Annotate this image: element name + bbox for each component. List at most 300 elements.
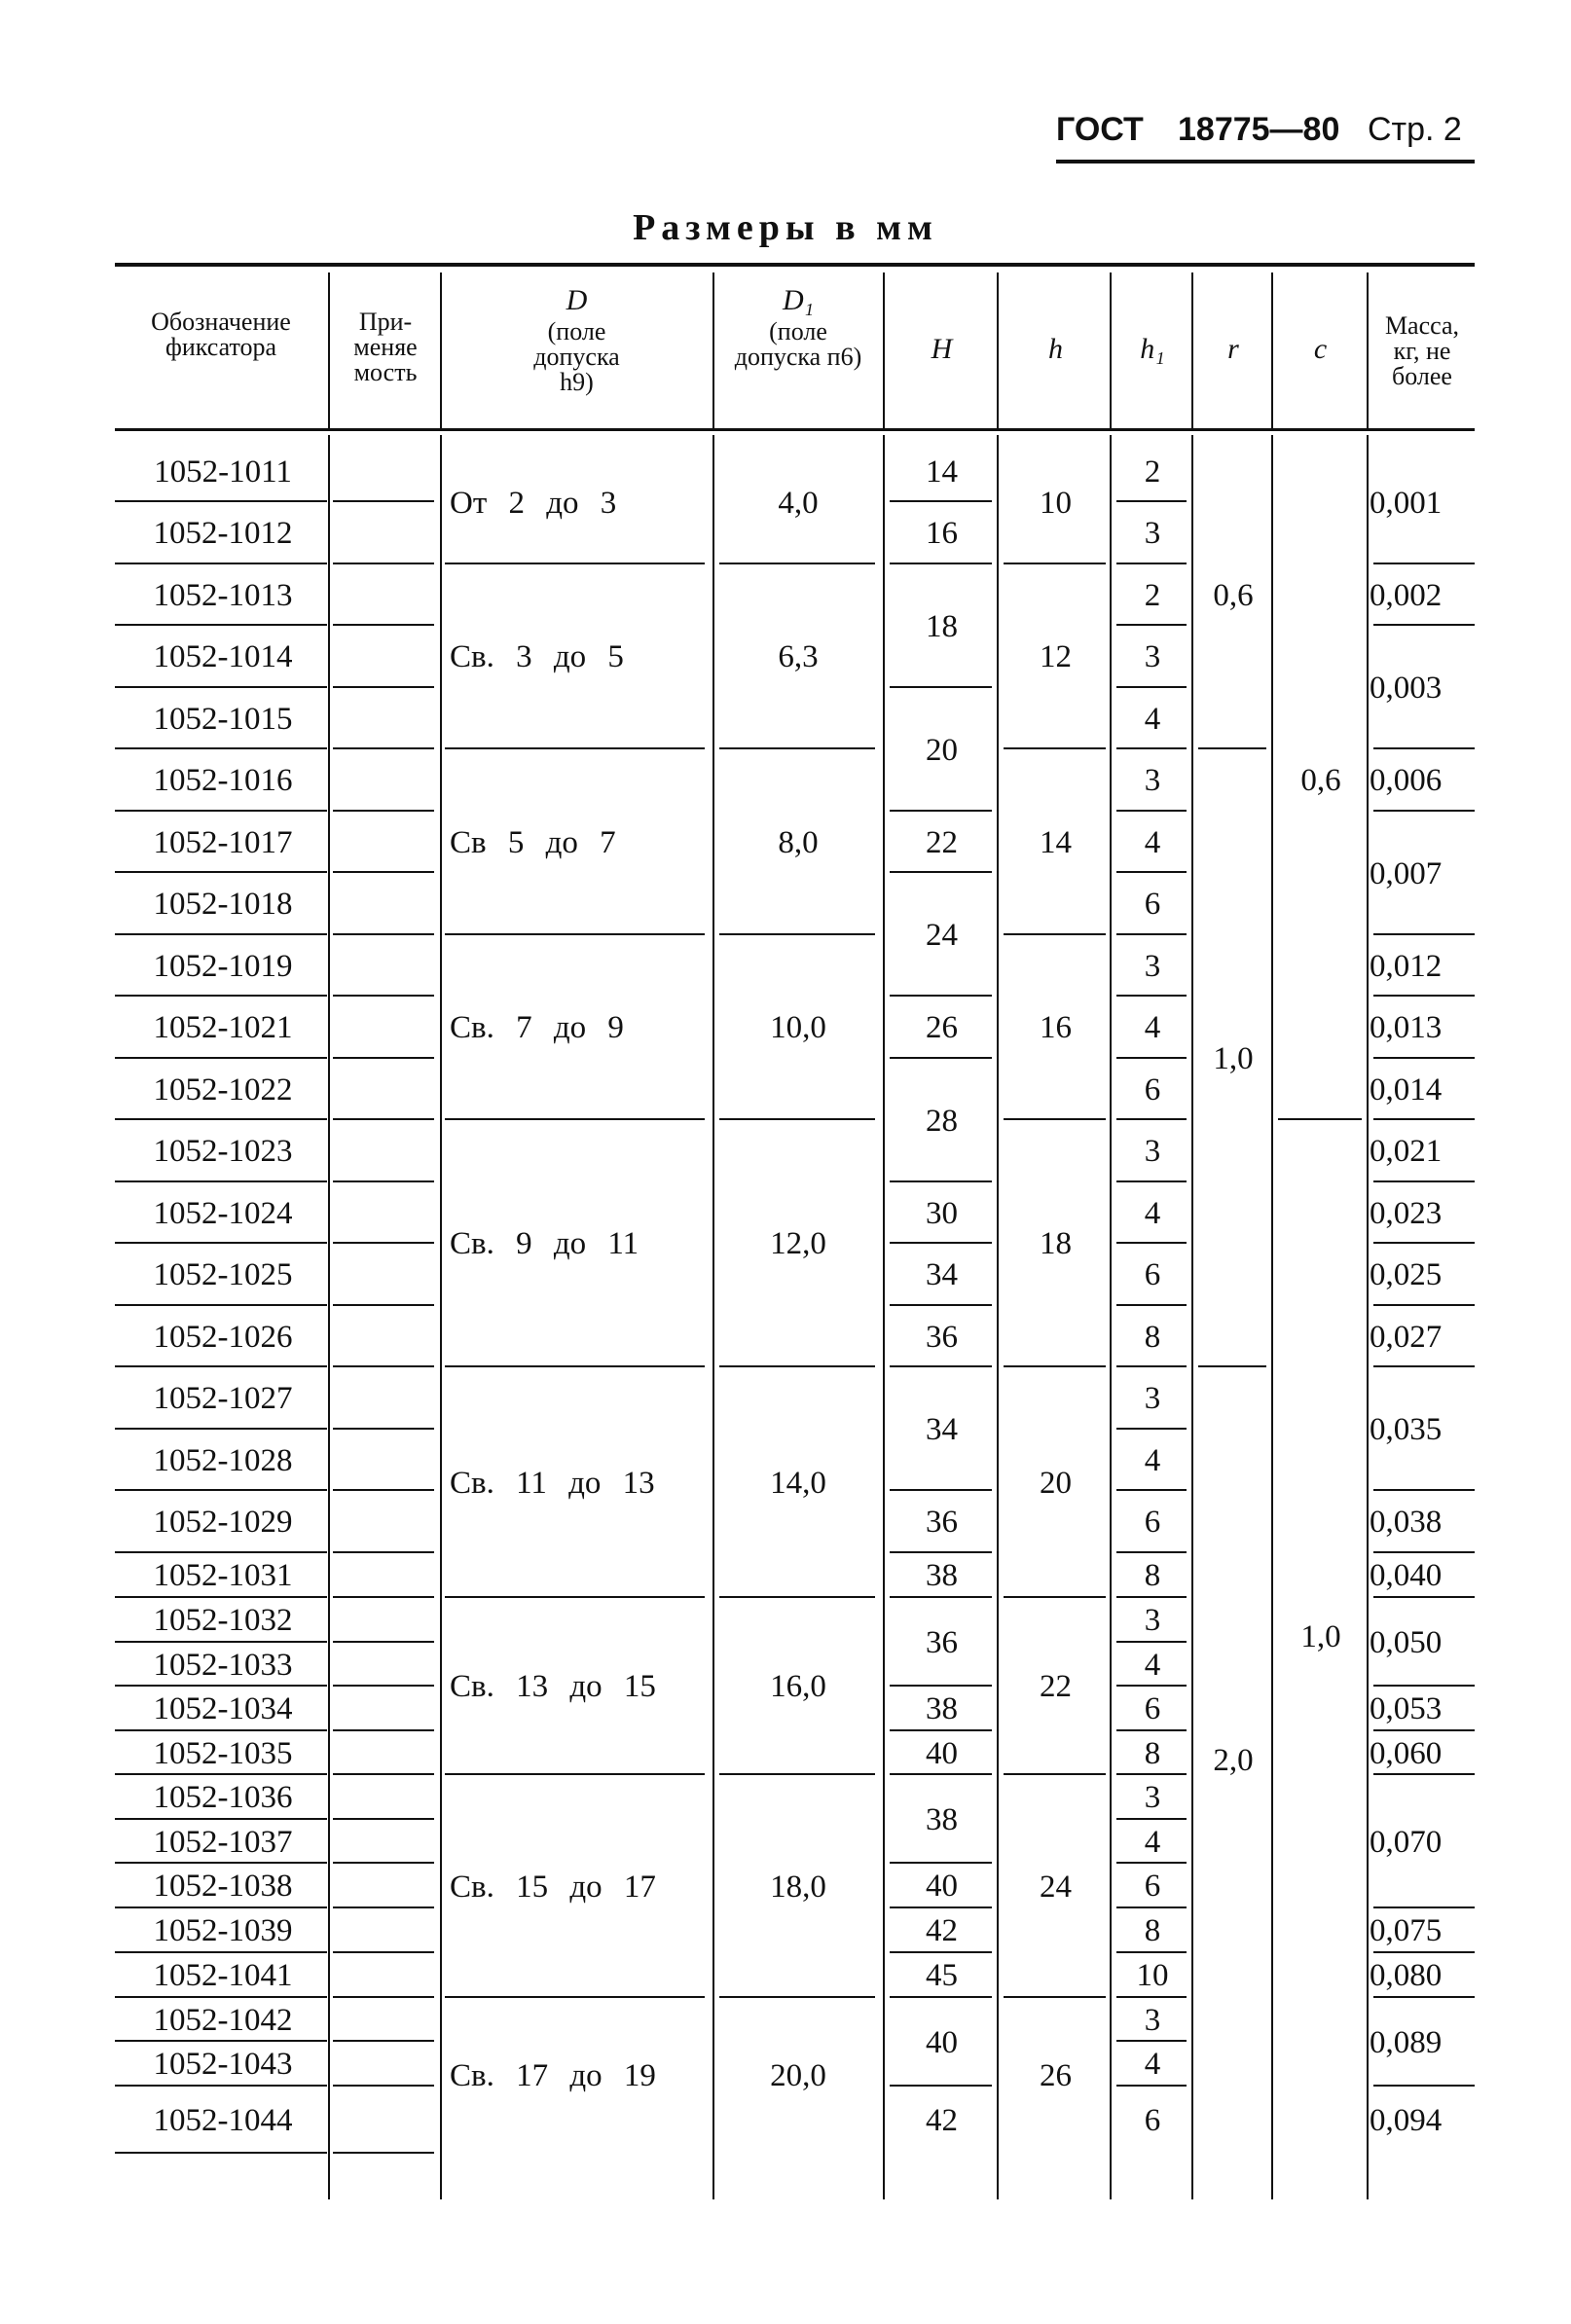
mass-value-cell: 0,002	[1370, 577, 1443, 613]
designation-cell: 1052-1015	[153, 701, 293, 737]
mass-rule	[1373, 1596, 1475, 1598]
mass-value-cell: 0,001	[1370, 485, 1443, 521]
designation-rule	[115, 810, 327, 812]
h1-rule	[1116, 2040, 1187, 2042]
r-rule	[1198, 1365, 1266, 1367]
mass-rule	[1373, 2085, 1475, 2087]
h1-value-cell: 3	[1144, 1381, 1161, 1416]
mass-value-cell: 0,035	[1370, 1411, 1443, 1447]
applicability-rule	[333, 500, 434, 502]
h1-value-cell: 6	[1144, 1071, 1161, 1108]
mass-value-cell: 0,070	[1370, 1824, 1443, 1860]
H-value-cell: 20	[926, 732, 958, 768]
h1-value-cell: 4	[1144, 1195, 1161, 1231]
table-title: Размеры в мм	[633, 207, 938, 248]
h1-value-cell: 4	[1144, 1824, 1161, 1860]
body-divider	[883, 435, 885, 2199]
header-divider	[440, 272, 442, 428]
d-group-rule	[445, 1996, 705, 1998]
d1-value-cell: 12,0	[770, 1226, 826, 1261]
h1-rule	[1116, 1685, 1187, 1687]
header-bottom-rule	[115, 428, 1475, 431]
d-group-rule	[445, 563, 705, 564]
H-value-cell: 22	[926, 824, 958, 860]
h-rule	[1004, 563, 1106, 564]
applicability-rule	[333, 747, 434, 749]
d1-value-cell: 8,0	[778, 824, 819, 860]
h1-rule	[1116, 1862, 1187, 1864]
h1-value-cell: 6	[1144, 1691, 1161, 1726]
designation-rule	[115, 933, 327, 935]
h1-value-cell: 3	[1144, 1780, 1161, 1815]
d1-group-rule	[719, 933, 875, 935]
mass-value-cell: 0,089	[1370, 2024, 1443, 2060]
h1-value-cell: 2	[1144, 577, 1161, 613]
designation-rule	[115, 747, 327, 749]
H-rule	[890, 563, 992, 564]
applicability-rule	[333, 1118, 434, 1120]
h-value-cell: 14	[1040, 824, 1072, 860]
c-rule	[1278, 1118, 1362, 1120]
d-range-cell: Св. 3 до 5	[450, 639, 624, 674]
mass-rule	[1373, 1951, 1475, 1953]
H-value-cell: 16	[926, 516, 958, 551]
applicability-rule	[333, 1685, 434, 1687]
designation-rule	[115, 1242, 327, 1244]
c-value-cell: 1,0	[1300, 1619, 1341, 1654]
designation-rule	[115, 2040, 327, 2042]
d1-value-cell: 10,0	[770, 1010, 826, 1045]
h-rule	[1004, 933, 1106, 935]
page-number: Стр. 2	[1368, 111, 1462, 148]
applicability-rule	[333, 2040, 434, 2042]
d1-group-rule	[719, 563, 875, 564]
designation-cell: 1052-1017	[153, 824, 293, 860]
applicability-rule	[333, 624, 434, 626]
designation-cell: 1052-1019	[153, 948, 293, 984]
H-value-cell: 42	[926, 1913, 958, 1948]
H-rule	[890, 1365, 992, 1367]
h-value-cell: 22	[1040, 1669, 1072, 1704]
c-value-cell: 0,6	[1300, 763, 1341, 798]
h1-rule	[1116, 1242, 1187, 1244]
H-rule	[890, 1242, 992, 1244]
h1-rule	[1116, 1906, 1187, 1908]
h1-rule	[1116, 747, 1187, 749]
h1-rule	[1116, 500, 1187, 502]
H-value-cell: 40	[926, 1869, 958, 1904]
d-range-cell: Св. 11 до 13	[450, 1465, 655, 1501]
designation-cell: 1052-1026	[153, 1319, 293, 1355]
h-rule	[1004, 1365, 1106, 1367]
d-group-rule	[445, 1365, 705, 1367]
mass-rule	[1373, 1906, 1475, 1908]
mass-value-cell: 0,007	[1370, 855, 1443, 891]
designation-rule	[115, 1304, 327, 1306]
designation-rule	[115, 871, 327, 873]
h1-rule	[1116, 933, 1187, 935]
H-value-cell: 45	[926, 1958, 958, 1993]
designation-rule	[115, 1685, 327, 1687]
designation-cell: 1052-1036	[153, 1780, 293, 1815]
mass-rule	[1373, 810, 1475, 812]
designation-rule	[115, 1551, 327, 1553]
h1-value-cell: 6	[1144, 1505, 1161, 1540]
mass-rule	[1373, 1489, 1475, 1491]
d1-group-rule	[719, 747, 875, 749]
h1-rule	[1116, 1773, 1187, 1775]
H-rule	[890, 871, 992, 873]
H-value-cell: 34	[926, 1411, 958, 1447]
h1-value-cell: 6	[1144, 1869, 1161, 1904]
d-range-cell: Св. 17 до 19	[450, 2058, 656, 2093]
h1-value-cell: 3	[1144, 516, 1161, 551]
h1-rule	[1116, 995, 1187, 997]
h-rule	[1004, 1596, 1106, 1598]
designation-cell: 1052-1011	[154, 454, 292, 490]
mass-value-cell: 0,025	[1370, 1257, 1443, 1292]
h1-value-cell: 4	[1144, 1010, 1161, 1045]
h1-rule	[1116, 624, 1187, 626]
designation-cell: 1052-1038	[153, 1869, 293, 1904]
mass-rule	[1373, 1365, 1475, 1367]
h-value-cell: 12	[1040, 639, 1072, 674]
col-c-header: c	[1313, 333, 1328, 365]
header-divider	[1367, 272, 1369, 428]
mass-rule	[1373, 1180, 1475, 1182]
body-divider	[440, 435, 442, 2199]
H-rule	[890, 1862, 992, 1864]
designation-rule	[115, 1365, 327, 1367]
r-value-cell: 0,6	[1213, 577, 1254, 613]
h1-rule	[1116, 1551, 1187, 1553]
designation-cell: 1052-1035	[153, 1735, 293, 1771]
designation-rule	[115, 1906, 327, 1908]
body-divider	[712, 435, 714, 2199]
designation-cell: 1052-1044	[153, 2102, 293, 2138]
designation-cell: 1052-1021	[153, 1010, 293, 1045]
h1-rule	[1116, 1304, 1187, 1306]
body-divider	[1271, 435, 1273, 2199]
applicability-rule	[333, 1304, 434, 1306]
mass-value-cell: 0,080	[1370, 1958, 1443, 1993]
designation-cell: 1052-1043	[153, 2047, 293, 2082]
H-rule	[890, 1906, 992, 1908]
h1-value-cell: 8	[1144, 1558, 1161, 1593]
h1-value-cell: 4	[1144, 2047, 1161, 2082]
applicability-rule	[333, 1365, 434, 1367]
h1-rule	[1116, 1118, 1187, 1120]
col-mass-header: Масса, кг, не более	[1384, 311, 1460, 390]
h1-value-cell: 3	[1144, 639, 1161, 674]
H-value-cell: 18	[926, 608, 958, 644]
H-value-cell: 24	[926, 917, 958, 953]
h1-rule	[1116, 1428, 1187, 1430]
d-range-cell: Св. 15 до 17	[450, 1869, 656, 1905]
applicability-rule	[333, 1773, 434, 1775]
applicability-rule	[333, 1906, 434, 1908]
body-divider	[1110, 435, 1112, 2199]
h1-rule	[1116, 1489, 1187, 1491]
H-rule	[890, 1180, 992, 1182]
designation-cell: 1052-1033	[153, 1647, 293, 1683]
d-group-rule	[445, 747, 705, 749]
designation-cell: 1052-1023	[153, 1134, 293, 1169]
h1-value-cell: 3	[1144, 1603, 1161, 1638]
applicability-rule	[333, 1996, 434, 1998]
designation-cell: 1052-1037	[153, 1824, 293, 1860]
H-value-cell: 36	[926, 1319, 958, 1355]
H-value-cell: 40	[926, 1735, 958, 1771]
table-top-rule	[115, 263, 1475, 267]
designation-cell: 1052-1014	[153, 639, 293, 674]
h1-value-cell: 4	[1144, 1442, 1161, 1478]
applicability-rule	[333, 1818, 434, 1820]
mass-value-cell: 0,060	[1370, 1735, 1443, 1771]
col-d1-note: (поле допуска п6)	[734, 317, 862, 371]
designation-rule	[115, 686, 327, 688]
designation-rule	[115, 1428, 327, 1430]
col-r-header: r	[1227, 333, 1239, 365]
h-value-cell: 18	[1040, 1226, 1072, 1261]
H-rule	[890, 1685, 992, 1687]
designation-rule	[115, 2085, 327, 2087]
mass-rule	[1373, 1057, 1475, 1059]
d1-group-rule	[719, 1118, 875, 1120]
r-value-cell: 1,0	[1213, 1040, 1254, 1076]
designation-cell: 1052-1027	[153, 1381, 293, 1416]
col-d-symbol: D	[566, 284, 588, 316]
mass-value-cell: 0,027	[1370, 1319, 1443, 1355]
H-rule	[890, 810, 992, 812]
H-rule	[890, 1996, 992, 1998]
H-value-cell: 14	[926, 454, 958, 490]
applicability-rule	[333, 1862, 434, 1864]
h1-value-cell: 6	[1144, 1257, 1161, 1292]
H-value-cell: 40	[926, 2024, 958, 2060]
designation-cell: 1052-1013	[153, 577, 293, 613]
H-value-cell: 42	[926, 2102, 958, 2138]
designation-cell: 1052-1034	[153, 1691, 293, 1726]
h1-value-cell: 4	[1144, 701, 1161, 737]
h1-value-cell: 4	[1144, 824, 1161, 860]
r-rule	[1198, 747, 1266, 749]
h1-value-cell: 8	[1144, 1913, 1161, 1948]
H-value-cell: 26	[926, 1010, 958, 1045]
h-rule	[1004, 1118, 1106, 1120]
h1-value-cell: 2	[1144, 454, 1161, 490]
mass-value-cell: 0,094	[1370, 2102, 1443, 2138]
d1-value-cell: 16,0	[770, 1669, 826, 1704]
mass-rule	[1373, 995, 1475, 997]
col-d1-symbol: D₁	[782, 284, 815, 316]
d1-value-cell: 6,3	[778, 639, 819, 674]
designation-rule	[115, 1951, 327, 1953]
mass-rule	[1373, 1242, 1475, 1244]
r-value-cell: 2,0	[1213, 1743, 1254, 1778]
col-d-note: (поле допуска h9)	[533, 317, 620, 396]
header-divider	[328, 272, 330, 428]
designation-rule	[115, 1057, 327, 1059]
mass-value-cell: 0,006	[1370, 763, 1443, 798]
applicability-rule	[333, 1596, 434, 1598]
H-value-cell: 38	[926, 1691, 958, 1726]
applicability-rule	[333, 2152, 434, 2154]
h1-value-cell: 4	[1144, 1647, 1161, 1683]
designation-rule	[115, 1596, 327, 1598]
h1-value-cell: 3	[1144, 1134, 1161, 1169]
mass-value-cell: 0,023	[1370, 1195, 1443, 1231]
d-range-cell: Св. 9 до 11	[450, 1226, 639, 1261]
d-range-cell: Св 5 до 7	[450, 824, 616, 860]
d-range-cell: Св. 13 до 15	[450, 1669, 656, 1704]
applicability-rule	[333, 1180, 434, 1182]
h-rule	[1004, 1773, 1106, 1775]
applicability-rule	[333, 933, 434, 935]
d-range-cell: От 2 до 3	[450, 485, 617, 521]
H-rule	[890, 1551, 992, 1553]
page-header	[1056, 107, 1475, 156]
h1-rule	[1116, 1951, 1187, 1953]
designation-cell: 1052-1039	[153, 1913, 293, 1948]
h1-rule	[1116, 1365, 1187, 1367]
d-group-rule	[445, 1118, 705, 1120]
h1-rule	[1116, 2085, 1187, 2087]
applicability-rule	[333, 1242, 434, 1244]
h1-rule	[1116, 1057, 1187, 1059]
H-rule	[890, 1489, 992, 1491]
mass-value-cell: 0,013	[1370, 1010, 1443, 1045]
applicability-rule	[333, 995, 434, 997]
designation-cell: 1052-1018	[153, 887, 293, 922]
d-range-cell: Св. 7 до 9	[450, 1010, 624, 1045]
mass-rule	[1373, 1304, 1475, 1306]
col-h1-header: h₁	[1140, 333, 1165, 365]
h1-rule	[1116, 810, 1187, 812]
h-value-cell: 26	[1040, 2058, 1072, 2093]
applicability-rule	[333, 1428, 434, 1430]
d-group-rule	[445, 1596, 705, 1598]
mass-value-cell: 0,003	[1370, 670, 1443, 706]
d1-group-rule	[719, 1773, 875, 1775]
H-rule	[890, 686, 992, 688]
mass-rule	[1373, 933, 1475, 935]
designation-rule	[115, 624, 327, 626]
h1-value-cell: 3	[1144, 948, 1161, 984]
h1-value-cell: 10	[1136, 1958, 1169, 1993]
designation-cell: 1052-1032	[153, 1603, 293, 1638]
h1-value-cell: 8	[1144, 1735, 1161, 1771]
applicability-rule	[333, 2085, 434, 2087]
mass-value-cell: 0,012	[1370, 948, 1443, 984]
mass-rule	[1373, 1685, 1475, 1687]
d1-group-rule	[719, 1365, 875, 1367]
designation-cell: 1052-1041	[153, 1958, 293, 1993]
designation-cell: 1052-1031	[153, 1558, 293, 1593]
designation-cell: 1052-1042	[153, 2002, 293, 2038]
applicability-rule	[333, 1641, 434, 1643]
designation-cell: 1052-1012	[153, 516, 293, 551]
col-h-header: h	[1048, 333, 1063, 365]
h1-value-cell: 6	[1144, 887, 1161, 922]
mass-value-cell: 0,038	[1370, 1505, 1443, 1540]
designation-rule	[115, 500, 327, 502]
designation-rule	[115, 1180, 327, 1182]
H-value-cell: 30	[926, 1195, 958, 1231]
d1-value-cell: 18,0	[770, 1869, 826, 1905]
designation-rule	[115, 1773, 327, 1775]
designation-rule	[115, 995, 327, 997]
h1-value-cell: 3	[1144, 763, 1161, 798]
applicability-rule	[333, 871, 434, 873]
h-value-cell: 20	[1040, 1465, 1072, 1501]
mass-rule	[1373, 1996, 1475, 1998]
applicability-rule	[333, 1951, 434, 1953]
h-value-cell: 10	[1040, 485, 1072, 521]
designation-cell: 1052-1028	[153, 1442, 293, 1478]
h-value-cell: 16	[1040, 1010, 1072, 1045]
d1-value-cell: 4,0	[778, 485, 819, 521]
h1-rule	[1116, 563, 1187, 564]
H-value-cell: 34	[926, 1257, 958, 1292]
applicability-rule	[333, 810, 434, 812]
H-value-cell: 36	[926, 1624, 958, 1660]
body-divider	[1367, 435, 1369, 2199]
H-value-cell: 36	[926, 1505, 958, 1540]
designation-cell: 1052-1024	[153, 1195, 293, 1231]
header-divider	[712, 272, 714, 428]
h1-rule	[1116, 1180, 1187, 1182]
d1-value-cell: 20,0	[770, 2058, 826, 2093]
header-rule	[1056, 160, 1475, 163]
designation-rule	[115, 2152, 327, 2154]
header-divider	[883, 272, 885, 428]
H-rule	[890, 995, 992, 997]
applicability-rule	[333, 1489, 434, 1491]
designation-cell: 1052-1025	[153, 1257, 293, 1292]
mass-value-cell: 0,050	[1370, 1624, 1443, 1660]
col-designation-header: Обозначение фиксатора	[151, 308, 291, 361]
mass-rule	[1373, 1773, 1475, 1775]
d-group-rule	[445, 1773, 705, 1775]
H-rule	[890, 1304, 992, 1306]
designation-cell: 1052-1022	[153, 1071, 293, 1108]
mass-rule	[1373, 747, 1475, 749]
h1-value-cell: 8	[1144, 1319, 1161, 1355]
applicability-rule	[333, 1551, 434, 1553]
mass-value-cell: 0,053	[1370, 1691, 1443, 1726]
designation-cell: 1052-1016	[153, 763, 293, 798]
h1-value-cell: 6	[1144, 2102, 1161, 2138]
d1-group-rule	[719, 1596, 875, 1598]
H-rule	[890, 1773, 992, 1775]
H-rule	[890, 500, 992, 502]
col-H-header: H	[931, 333, 953, 365]
standard-number: 18775—80	[1178, 111, 1340, 148]
designation-cell: 1052-1029	[153, 1505, 293, 1540]
designation-rule	[115, 1862, 327, 1864]
mass-value-cell: 0,014	[1370, 1071, 1443, 1108]
H-value-cell: 38	[926, 1801, 958, 1837]
applicability-rule	[333, 1057, 434, 1059]
applicability-rule	[333, 563, 434, 564]
designation-rule	[115, 1118, 327, 1120]
designation-rule	[115, 1489, 327, 1491]
col-applicability-header: При-меняе мость	[353, 308, 418, 386]
mass-rule	[1373, 1551, 1475, 1553]
mass-rule	[1373, 624, 1475, 626]
h-rule	[1004, 1996, 1106, 1998]
